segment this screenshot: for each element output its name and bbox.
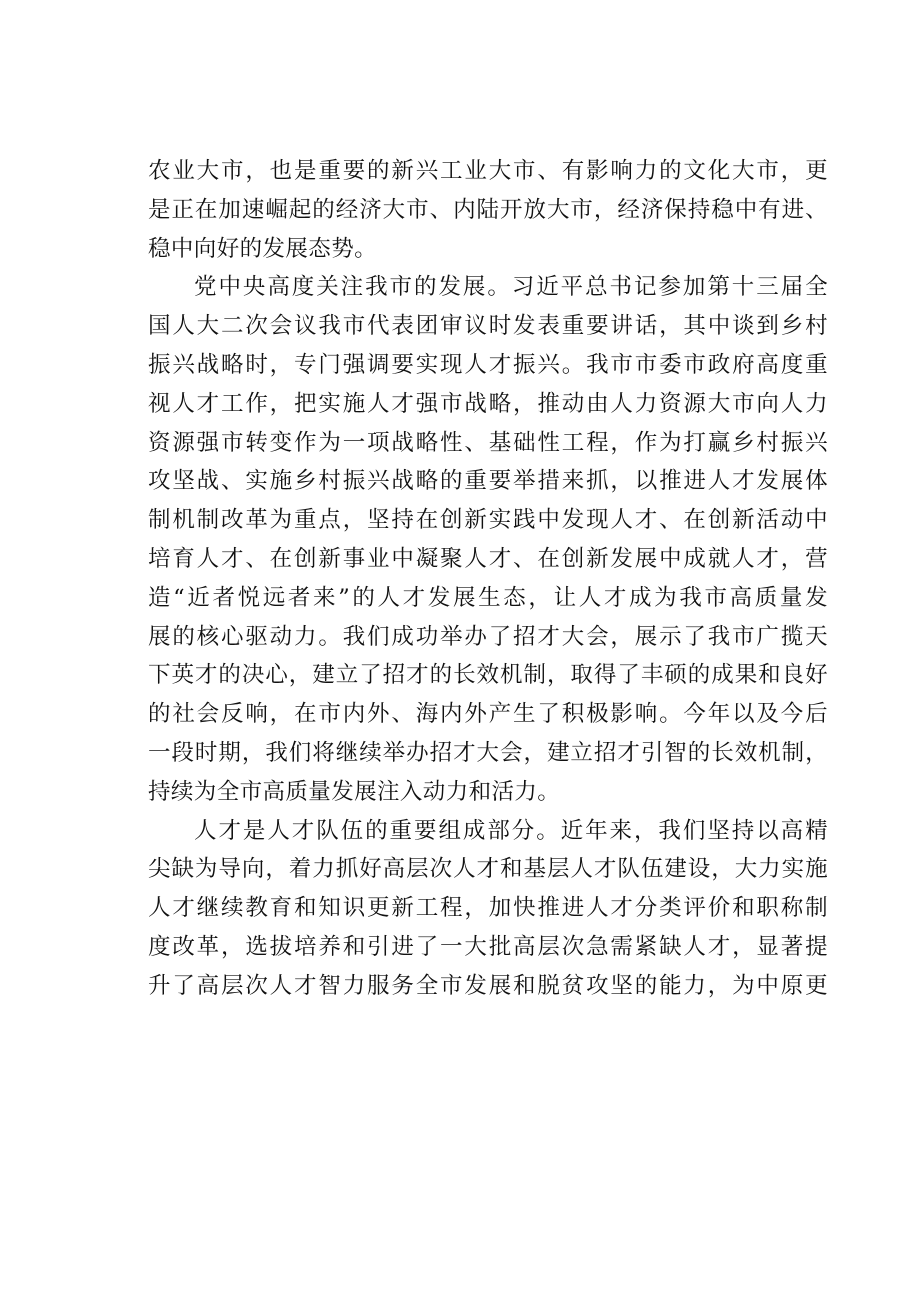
- p2-line-7: 制机制改革为重点，坚持在创新实践中发现人才、在创新活动中: [148, 507, 828, 534]
- p2-line-9: 造“近者悦远者来”的人才发展生态，让人才成为我市高质量发: [148, 584, 828, 611]
- p3-line-3: 人才继续教育和知识更新工程，加快推进人才分类评价和职称制: [148, 895, 828, 922]
- p2-line-5: 资源强市转变作为一项战略性、基础性工程，作为打赢乡村振兴: [148, 429, 828, 456]
- p3-line-2: 尖缺为导向，着力抓好高层次人才和基层人才队伍建设，大力实施: [148, 856, 828, 883]
- p2-line-4: 视人才工作，把实施人才强市战略，推动由人力资源大市向人力: [148, 390, 828, 417]
- p2-line-14: 持续为全市高质量发展注入动力和活力。: [148, 778, 561, 805]
- p2-line-1: 党中央高度关注我市的发展。习近平总书记参加第十三届全: [194, 274, 828, 301]
- p3-line-1: 人才是人才队伍的重要组成部分。近年来，我们坚持以高精: [194, 817, 828, 844]
- p1-line-3: 稳中向好的发展态势。: [148, 235, 378, 262]
- p2-line-11: 下英才的决心，建立了招才的长效机制，取得了丰硕的成果和良好: [148, 662, 828, 689]
- p2-line-6: 攻坚战、实施乡村振兴战略的重要举措来抓，以推进人才发展体: [148, 468, 828, 495]
- p1-line-1: 农业大市，也是重要的新兴工业大市、有影响力的文化大市，更: [148, 158, 828, 184]
- p2-line-8: 培育人才、在创新事业中凝聚人才、在创新发展中成就人才，营: [148, 545, 828, 572]
- p2-line-2: 国人大二次会议我市代表团审议时发表重要讲话，其中谈到乡村: [148, 313, 828, 340]
- p3-line-4: 度改革，选拔培养和引进了一大批高层次急需紧缺人才，显著提: [148, 933, 828, 960]
- p2-line-10: 展的核心驱动力。我们成功举办了招才大会，展示了我市广揽天: [148, 623, 828, 650]
- p2-line-3: 振兴战略时，专门强调要实现人才振兴。我市市委市政府高度重: [148, 351, 828, 378]
- p3-line-5: 升了高层次人才智力服务全市发展和脱贫攻坚的能力，为中原更: [148, 972, 828, 999]
- document-body: [148, 152, 828, 1006]
- p2-line-13: 一段时期，我们将继续举办招才大会，建立招才引智的长效机制，: [148, 739, 828, 766]
- p1-line-2: 是正在加速崛起的经济大市、内陆开放大市，经济保持稳中有进、: [148, 196, 828, 223]
- p2-line-12: 的社会反响，在市内外、海内外产生了积极影响。今年以及今后: [148, 701, 828, 728]
